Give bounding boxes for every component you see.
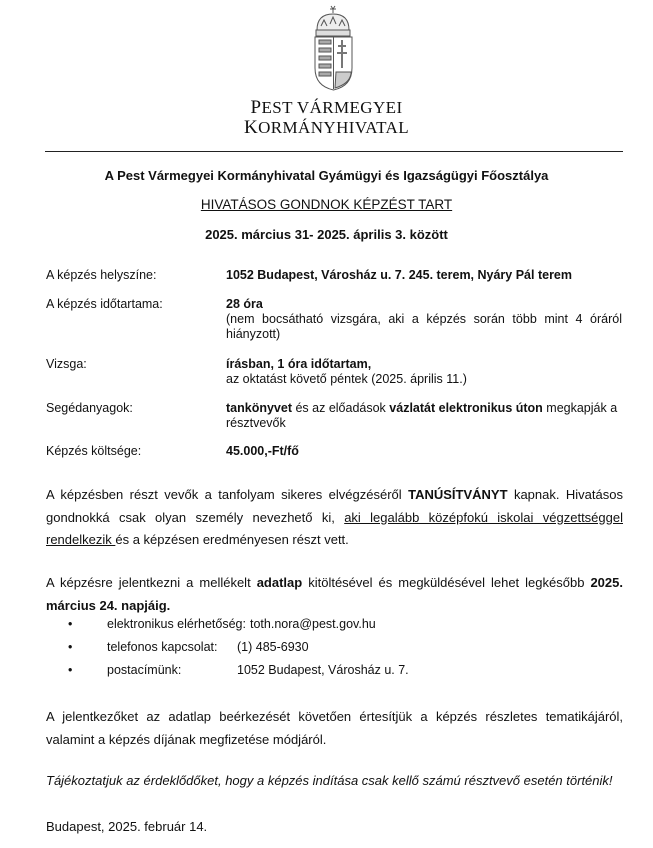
field-label-location: A képzés helyszíne: bbox=[46, 268, 157, 282]
contact-phone: • telefonos kapcsolat: (1) 485-6930 bbox=[68, 640, 309, 654]
notice-text: Tájékoztatjuk az érdeklődőket, hogy a képzés indítása csak kellő számú résztvevő esetén történik! bbox=[46, 773, 613, 788]
email-link[interactable]: toth.nora@pest.gov.hu bbox=[250, 617, 376, 631]
field-value-materials: tankönyvet és az előadások vázlatát elektronikus úton megkapják a résztvevők bbox=[226, 401, 618, 430]
field-value-cost: 45.000,-Ft/fő bbox=[226, 444, 299, 458]
field-label-exam: Vizsga: bbox=[46, 357, 87, 371]
contact-email: • elektronikus elérhetőség: toth.nora@pest.gov.hu bbox=[68, 617, 376, 631]
office-name-line2: KORMÁNYHIVATAL bbox=[244, 117, 409, 138]
certificate-paragraph: A képzésben részt vevők a tanfolyam sikeres elvégzéséről TANÚSÍTVÁNYT kapnak. Hivatásos gondnokká csak olyan személy nevezhető ki, aki legalább középfokú iskolai végzettséggel rendelkezik és a képzésen eredményesen részt vett. bbox=[46, 487, 623, 547]
field-label-cost: Képzés költsége: bbox=[46, 444, 142, 458]
bullet-icon: • bbox=[68, 640, 73, 654]
field-value-exam: írásban, 1 óra időtartam, az oktatást követő péntek (2025. április 11.) bbox=[226, 357, 467, 386]
header-divider bbox=[45, 151, 623, 152]
training-dates: 2025. március 31- 2025. április 3. között bbox=[205, 227, 448, 242]
signature-date: Budapest, 2025. február 14. bbox=[46, 819, 208, 834]
field-value-duration: 28 óra (nem bocsátható vizsgára, aki a képzés során több mint 4 óráról hiányzott) bbox=[226, 297, 622, 341]
coat-of-arms-icon bbox=[311, 4, 356, 92]
bullet-icon: • bbox=[68, 617, 73, 631]
headline: HIVATÁSOS GONDNOK KÉPZÉST TART bbox=[200, 197, 453, 212]
field-label-materials: Segédanyagok: bbox=[46, 401, 133, 415]
office-name-line1: PEST VÁRMEGYEI bbox=[250, 97, 403, 118]
contact-list bbox=[46, 617, 623, 686]
bullet-icon: • bbox=[68, 663, 73, 677]
contact-postal: • postacímünk: 1052 Budapest, Városház u. 7. bbox=[68, 663, 409, 677]
field-label-duration: A képzés időtartama: bbox=[46, 297, 163, 311]
organizer-line: A Pest Vármegyei Kormányhivatal Gyámügyi és Igazságügyi Főosztálya bbox=[104, 168, 549, 183]
registration-paragraph: A képzésre jelentkezni a mellékelt adatlap kitöltésével és megküldésével lehet legkésőbb 2025. március 24. napjáig. bbox=[46, 575, 623, 613]
field-value-location: 1052 Budapest, Városház u. 7. 245. terem, Nyáry Pál terem bbox=[226, 268, 573, 282]
notification-paragraph: A jelentkezőket az adatlap beérkezését követően értesítjük a képzés részletes tematikájáról, valamint a képzés díjának megfizetése módjáról. bbox=[46, 709, 623, 747]
